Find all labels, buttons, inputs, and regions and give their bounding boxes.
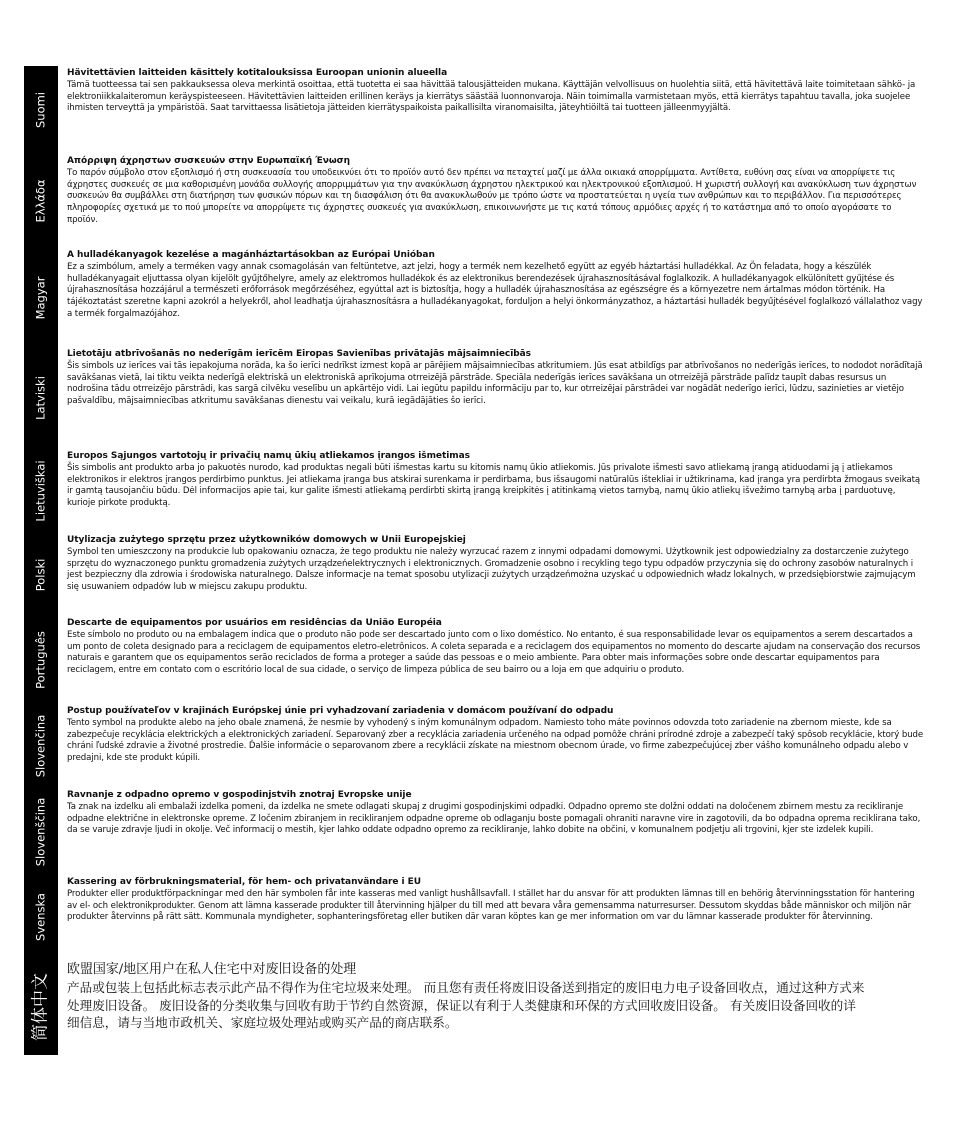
- language-label: Slovenčina: [33, 714, 48, 778]
- section-title: Utylizacja zużytego sprzętu przez użytkowników domowych w Unii Europejskiej: [67, 535, 466, 545]
- section-body: Ez a szimbólum, amely a terméken vagy annak csomagolásán van feltüntetve, azt jelzi, hogy a termék nem kezelhető együtt az egyéb háztartási hulladékkal. Az Ön feladata, hogy a készülék hulladékanyagait eljuttassa olyan kijelölt gyűjtőhelyre, amely az elektromos hulladékok és az elektronikus berendezések újrahasznosításával foglalkozik. A hulladékanyagok elkülönített gyűjtése és újrahasznosítása hozzájárul a természeti erőforrások megőrzéséhez, egyúttal azt is biztosítja, hogy a hulladék újrahasznosítása az egészségre és a környezetre nem ártalmas módon történik. Ha tájékoztatást szeretne kapni azokról a helyekről, ahol leadhatja újrahasznosításra a hulladékanyagokat, forduljon a helyi önkormányzathoz, a háztartási hulladék begyűjtésével foglalkozó vállalathoz vagy a termék forgalmazójához.: [67, 261, 923, 319]
- section-swedish: [24, 875, 924, 959]
- language-tab-polski: [24, 533, 58, 616]
- language-label: Svenska: [33, 893, 48, 941]
- language-tab-ellada: [24, 154, 58, 248]
- section-title: Lietotāju atbrīvošanās no nederīgām ierīcēm Eiropas Savienības privātajās mājsaimniecībās: [67, 349, 531, 359]
- section-title: A hulladékanyagok kezelése a magánháztartásokban az Európai Unióban: [67, 250, 435, 260]
- document-sections: [24, 66, 924, 1055]
- section-slovak: [24, 704, 924, 788]
- section-content: [67, 704, 924, 765]
- section-content: [67, 533, 924, 594]
- section-content: [67, 347, 924, 408]
- section-title: Postup používateľov v krajinách Európskej únie pri vyhadzovaní zariadenia v domácom používaní do odpadu: [67, 706, 614, 716]
- section-finnish: [24, 66, 924, 154]
- language-tab-svenska: [24, 875, 58, 959]
- language-tab-portugues: [24, 616, 58, 704]
- language-label: Slovenščina: [33, 797, 48, 866]
- section-greek: [24, 154, 924, 248]
- section-content: [67, 66, 924, 115]
- section-content: [67, 154, 924, 227]
- language-tab-slovenscina: [24, 788, 58, 875]
- section-title: Europos Sąjungos vartotojų ir privačių namų ūkių atliekamos įrangos išmetimas: [67, 451, 470, 461]
- section-title: Hävitettävien laitteiden käsittely kotitalouksissa Euroopan unionin alueella: [67, 68, 448, 78]
- language-tab-suomi: [24, 66, 58, 154]
- language-label: Latviski: [33, 376, 48, 420]
- section-content: [67, 788, 924, 837]
- section-lithuanian: [24, 449, 924, 533]
- language-label: Lietuviškai: [33, 460, 48, 522]
- language-label: Polski: [33, 558, 48, 591]
- section-content: [67, 616, 924, 677]
- section-content: [67, 248, 924, 321]
- section-content: [67, 875, 924, 924]
- section-title: Descarte de equipamentos por usuários em residências da União Européia: [67, 618, 442, 628]
- section-title: 欧盟国家/地区用户在私人住宅中对废旧设备的处理: [67, 962, 357, 977]
- section-body: Este símbolo no produto ou na embalagem indica que o produto não pode ser descartado junto com o lixo doméstico. No entanto, é sua responsabilidade levar os equipamentos a serem descartados a um ponto de coleta designado para a reciclagem de equipamentos eletro-eletrônicos. A coleta separada e a reciclagem dos equipamentos no momento do descarte ajudam na conservação dos recursos naturais e garantem que os equipamentos serão reciclados de forma a proteger a saúde das pessoas e o meio ambiente. Para obter mais informações sobre onde descartar equipamentos para reciclagem, entre em contato com o escritório local de sua cidade, o serviço de limpeza pública de seu bairro ou a loja em que adquiriu o produto.: [67, 629, 921, 676]
- language-tab-lietuviskai: [24, 449, 58, 533]
- section-title: Kassering av förbrukningsmaterial, för hem- och privatanvändare i EU: [67, 877, 422, 887]
- section-body: Šis simbolis ant produkto arba jo pakuotės nurodo, kad produktas negali būti išmestas kartu su kitomis namų ūkio atliekomis. Jūs privalote išmesti savo atliekamą įrangą atiduodami ją į atliekamos elektronikos ir elektros įrangos perdirbimo punktus. Jei atliekama įranga bus atskirai surenkama ir perdirbama, bus išsaugomi natūralūs ištekliai ir užtikrinama, kad įranga yra perdirbta žmogaus sveikatą ir gamtą tausojančiu būdu. Dėl informacijos apie tai, kur galite išmesti atliekamą perdirbti skirtą įrangą kreipkitės į atitinkamą vietos tarnybą, namų ūkio atliekų išvežimo tarnybą arba į parduotuvę, kurioje pirkote produktą.: [67, 462, 921, 509]
- language-label: Suomi: [33, 91, 48, 129]
- section-chinese: [24, 959, 924, 1055]
- section-body: Tämä tuotteessa tai sen pakkauksessa oleva merkintä osoittaa, että tuotetta ei saa hävittää talousjätteiden mukana. Käyttäjän velvollisuus on huolehtia siitä, että hävitettävä laite toimitetaan sähkö- ja elektroniikkalaiteromun keräyspisteeseen. Hävitettävien laitteiden erillinen keräys ja kierrätys säästää luonnonvaroja. Näin toimimalla varmistetaan myös, että kierrätys tapahtuu tavalla, joka suojelee ihmisten terveyttä ja ympäristöä. Saat tarvittaessa lisätietoja jätteiden kierrätyspaikoista paikallisilta viranomaisilta, jäteyhtiöiltä tai tuotteen jälleenmyyjältä.: [67, 79, 916, 114]
- language-label: Português: [33, 631, 48, 689]
- section-portuguese: [24, 616, 924, 704]
- section-body: Το παρόν σύμβολο στον εξοπλισμό ή στη συσκευασία του υποδεικνύει ότι το προϊόν αυτό δεν πρέπει να πεταχτεί μαζί με άλλα οικιακά απορρίμματα. Αντίθετα, ευθύνη σας είναι να απορρίψετε τις άχρηστες συσκευές σε μια καθορισμένη μονάδα συλλογής απορριμμάτων για την ανακύκλωση άχρηστου ηλεκτρικού και ηλεκτρονικού εξοπλισμού. Η χωριστή συλλογή και ανακύκλωση των άχρηστων συσκευών θα συμβάλλει στη διατήρηση των φυσικών πόρων και τη διασφάλιση ότι θα ανακυκλωθούν με τρόπο ώστε να προστατεύεται η υγεία των ανθρώπων και το περιβάλλον. Για περισσότερες πληροφορίες σχετικά με το πού μπορείτε να απορρίψετε τις άχρηστες συσκευές για ανακύκλωση, επικοινωνήστε με τις κατά τόπους αρμόδιες αρχές ή το κατάστημα από το οποίο αγοράσατε το προϊόν.: [67, 167, 917, 225]
- section-body: 产品或包装上包括此标志表示此产品不得作为住宅垃圾来处理。 而且您有责任将废旧设备送到指定的废旧电力电子设备回收点，通过这种方式来处理废旧设备。 废旧设备的分类收集与回收有助于节约自然资源，保证以有利于人类健康和环保的方式回收废旧设备。 有关废旧设备回收的详细信息，请与当地市政机关、家庭垃圾处理站或购买产品的商店联系。: [67, 980, 865, 1030]
- language-label: Magyar: [33, 276, 48, 319]
- section-content: [67, 959, 924, 1032]
- section-body: Šis simbols uz ierīces vai tās iepakojuma norāda, ka šo ierīci nedrīkst izmest kopā ar pārējiem mājsaimniecības atkritumiem. Jūs esat atbildīgs par atbrīvošanos no nederīgās ierīces, to nododot norādītajā savākšanas vietā, lai tiktu veikta nederīgā elektriskā un elektroniskā aprīkojuma otrreizējā pārstrāde. Speciāla nederīgās ierīces savākšana un otrreizējā pārstrāde palīdz taupīt dabas resursus un nodrošina tādu otrreizējo pārstrādi, kas sargā cilvēku veselību un apkārtējo vidi. Lai iegūtu papildu informāciju par to, kur otrreizējai pārstrādei var nogādāt nederīgo ierīci, lūdzu, sazinieties ar vietējo pašvaldību, mājsaimniecības atkritumu savākšanas dienestu vai veikalu, kurā iegādājāties šo ierīci.: [67, 360, 923, 407]
- language-label: Ελλάδα: [33, 179, 48, 223]
- section-title: Απόρριψη άχρηστων συσκευών στην Ευρωπαϊκή Ένωση: [67, 156, 350, 166]
- section-content: [67, 449, 924, 510]
- section-latvian: [24, 347, 924, 449]
- language-tab-magyar: [24, 248, 58, 347]
- language-tab-chinese: [24, 959, 58, 1055]
- section-polish: [24, 533, 924, 616]
- section-body: Tento symbol na produkte alebo na jeho obale znamená, že nesmie by vyhodený s iným komunálnym odpadom. Namiesto toho máte povinnos odovzda toto zariadenie na zbernom mieste, kde sa zabezpečuje recyklácia elektrických a elektronických zariadení. Separovaný zber a recyklácia zariadenia určeného na odpad pomôže chráni prírodné zdroje a zabezpečí taký spôsob recyklácie, ktorý bude chráni ľudské zdravie a životné prostredie. Ďalšie informácie o separovanom zbere a recyklácii získate na miestnom obecnom úrade, vo firme zabezpečujúcej zber vášho komunálneho odpadu alebo v predajni, kde ste produkt kúpili.: [67, 717, 924, 764]
- section-body: Produkter eller produktförpackningar med den här symbolen får inte kasseras med vanligt hushållsavfall. I stället har du ansvar för att produkten lämnas till en behörig återvinningsstation för hantering av el- och elektronikprodukter. Genom att lämna kasserade produkter till återvinning hjälper du till med att bevara våra gemensamma naturresurser. Dessutom skyddas både människor och miljön när produkter återvinns på rätt sätt. Kommunala myndigheter, sophanteringsföretag eller butiken där varan köptes kan ge mer information om var du lämnar kasserade produkter för återvinning.: [67, 888, 915, 923]
- section-hungarian: [24, 248, 924, 347]
- section-body: Symbol ten umieszczony na produkcie lub opakowaniu oznacza, że tego produktu nie należy wyrzucać razem z innymi odpadami domowymi. Użytkownik jest odpowiedzialny za dostarczenie zużytego sprzętu do wyznaczonego punktu gromadzenia zużytych urządzeńelektrycznych i elektronicznych. Gromadzenie osobno i recykling tego typu odpadów przyczynia się do ochrony zasobów naturalnych i jest bezpieczny dla zdrowia i środowiska naturalnego. Dalsze informacje na temat sposobu utylizacji zużytych urządzeńmożna uzyskać u odpowiednich władz lokalnych, w przedsiębiorstwie zajmującym się usuwaniem odpadów lub w miejscu zakupu produktu.: [67, 546, 916, 593]
- section-body: Ta znak na izdelku ali embalaži izdelka pomeni, da izdelka ne smete odlagati skupaj z drugimi gospodinjskimi odpadki. Odpadno opremo ste dolžni oddati na določenem zbirnem mestu za recikliranje odpadne električne in elektronske opreme. Z ločenim zbiranjem in recikliranjem odpadne opreme ob odlaganju boste pomagali ohraniti naravne vire in zagotovili, da bo odpadna oprema reciklirana tako, da se varuje zdravje ljudi in okolje. Več informacij o mestih, kjer lahko oddate odpadno opremo za recikliranje, lahko dobite na občini, v komunalnem podjetju ali trgovini, kjer ste izdelek kupili.: [67, 801, 921, 836]
- language-tab-latviski: [24, 347, 58, 449]
- language-label: 简体中文: [30, 973, 51, 1041]
- section-slovenian: [24, 788, 924, 875]
- section-title: Ravnanje z odpadno opremo v gospodinjstvih znotraj Evropske unije: [67, 790, 412, 800]
- language-tab-slovencina: [24, 704, 58, 788]
